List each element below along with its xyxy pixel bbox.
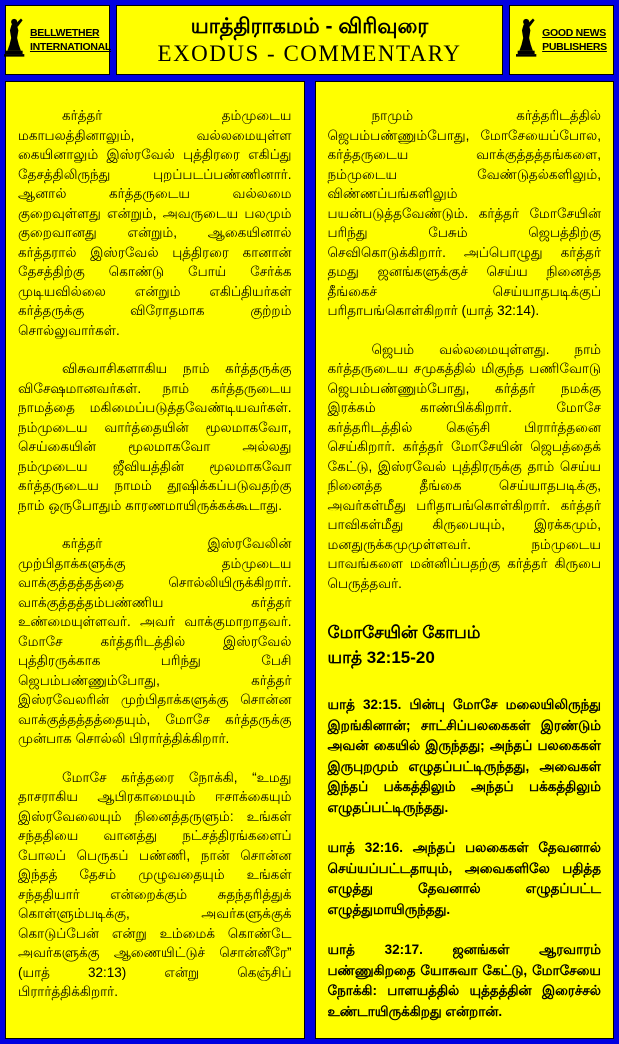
title-box — [116, 5, 503, 75]
goodnews-publishers-logo — [509, 5, 614, 75]
page-title-tamil: யாத்திராகமம் - விரிவுரை — [190, 14, 429, 38]
goodnews-logo-text — [542, 26, 607, 54]
commentary-body — [5, 81, 614, 1039]
section-heading — [328, 620, 602, 670]
statue-figure-icon — [516, 16, 538, 65]
left-text-column — [5, 81, 305, 1039]
paragraph: ஜெபம் வல்லமையுள்ளது. நாம் கர்த்தருடைய சமுகத்தில் மிகுந்த பணிவோடு ஜெபம்பண்ணும்போது, கர்த்தர் நமக்கு இரக்கம் காண்பிக்கிறார். மோசே கர்த்தரிடத்தில் கெஞ்சி பிரார்த்தனை செய்கிறார். கர்த்தர் மோசேயின் ஜெபத்தைக் கேட்டு, இஸ்ரவேல் புத்திரருக்கு தாம் செய்ய நினைத்த தீங்கை செய்யாதபடிக்கு, அவர்கள்மீது பரிதாபங்கொள்கிறார். கர்த்தர் பாவிகள்மீது கிருபையும், இரக்கமும், மனதுருக்கமுமுள்ளவர். நம்முடைய பாவங்களை மன்னிப்பதற்கு கர்த்தர் கிருபை பெருத்தவர். — [327, 341, 601, 591]
page-title-english: EXODUS - COMMENTARY — [157, 40, 462, 66]
paragraph: கர்த்தர் இஸ்ரவேலின் முற்பிதாக்களுக்கு தம்முடைய வாக்குத்தத்தத்தை சொல்லியிருக்கிறார். வாக்குத்தத்தம்பண்ணிய கர்த்தர் உண்மையுள்ளவர். அவர் வாக்குமாறாதவர். மோசே கர்த்தரிடத்தில் இஸ்ரவேல் புத்திரருக்காக பரிந்து பேசி ஜெபம்பண்ணும்போது, கர்த்தர் இஸ்ரவேலரின் முற்பிதாக்களுக்கு சொன்ன வாக்குத்தத்தத்தையும், மோசே கர்த்தருக்கு முன்பாக சொல்லி பிரார்த்திக்கிறார். — [18, 536, 292, 746]
verse-paragraph: யாத் 32:16. அந்தப் பலகைகள் தேவனால் செய்யப்பட்டதாயும், அவைகளிலே பதித்த எழுத்து தேவனால் எழுதப்பட்ட எழுத்துமாயிருந்தது. — [327, 840, 601, 917]
section-heading-reference: யாத் 32:15-20 — [327, 648, 435, 667]
page-header — [5, 5, 614, 75]
logo-line-2: INTERNATIONAL — [29, 41, 112, 53]
logo-line-1: BELLWETHER — [29, 27, 100, 39]
paragraph: நாமும் கர்த்தரிடத்தில் ஜெபம்பண்ணும்போது, மோசேயைப்போல, கர்த்தருடைய வாக்குத்தத்தங்களை, நம்முடைய வேண்டுதல்களிலும், விண்ணப்பங்களிலும் பயன்படுத்தவேண்டும். கர்த்தர் மோசேயின் பரிந்து பேசும் ஜெபத்திற்கு செவிகொடுக்கிறார். அப்பொழுது கர்த்தர் தமது ஜனங்களுக்குச் செய்ய நினைத்த தீங்கைச் செய்யாதபடிக்குப் பரிதாபங்கொள்கிறார் (யாத் 32:14). — [327, 108, 601, 318]
verse-paragraph: யாத் 32:15. பின்பு மோசே மலையிலிருந்து இறங்கினான்; சாட்சிப்பலகைகள் இரண்டும் அவன் கையில் இருந்தது; அந்தப் பலகைகள் இருபுறமும் எழுதப்பட்டிருந்தது, அவைகள் இந்தப் பக்கத்திலும் அந்தப் பக்கத்திலும் எழுதப்பட்டிருந்தது. — [327, 697, 601, 815]
bellwether-logo-text — [30, 26, 111, 54]
paragraph: கர்த்தர் தம்முடைய மகாபலத்தினாலும், வல்லமையுள்ள கையினாலும் இஸ்ரவேல் புத்திரரை எகிப்து தேசத்திலிருந்து புறப்படப்பண்ணினார். ஆனால் கர்த்தருடைய வல்லமை குறைவுள்ளது என்றும், அவருடைய பலமும் குறைவானது என்றும், ஆகையினால் கர்த்தரால் இஸ்ரவேல் புத்திரரை கானான் தேசத்திற்கு கொண்டு போய் சேர்க்க முடியவில்லை என்றும் எகிப்தியர்கள் கர்த்தருக்கு விரோதமாக குற்றம் சொல்லுவார்கள். — [18, 108, 292, 338]
paragraph: மோசே கர்த்தரை நோக்கி, “உமது தாசராகிய ஆபிரகாமையும் ஈசாக்கையும் இஸ்ரவேலையும் நினைத்தருளும்: உங்கள் சந்ததியை வானத்து நட்சத்திரங்களைப் போலப் பெருகப் பண்ணி, நான் சொன்ன இந்தத் தேசம் முழுவதையும் உங்கள் சந்ததியார் என்றைக்கும் சுதந்தரித்துக் கொள்ளும்படிக்கு, அவர்களுக்குக் கொடுப்பேன் என்று உம்மைக் கொண்டே அவர்களுக்கு ஆணையிட்டுச் சொன்னீரே” (யாத் 32:13) என்று கெஞ்சிப் பிரார்த்திக்கிறார். — [18, 769, 292, 999]
logo-line-2: PUBLISHERS — [542, 41, 607, 53]
bellwether-logo — [5, 5, 110, 75]
statue-figure-icon — [4, 16, 26, 65]
logo-line-1: GOOD NEWS — [542, 27, 606, 39]
section-heading-title: மோசேயின் கோபம் — [327, 623, 481, 642]
verse-paragraph: யாத் 32:17. ஜனங்கள் ஆரவாரம் பண்ணுகிறதை யோசுவா கேட்டு, மோசேயை நோக்கி: பாளயத்தில் யுத்தத்தின் இரைச்சல் உண்டாயிருக்கிறது என்றான். — [327, 942, 601, 1019]
right-text-column — [315, 81, 615, 1039]
paragraph: விசுவாசிகளாகிய நாம் கர்த்தருக்கு விசேஷமானவர்கள். நாம் கர்த்தருடைய நாமத்தை மகிமைப்படுத்தவேண்டியவர்கள். நம்முடைய வார்த்தையின் மூலமாகவோ, செய்கையின் மூலமாகவோ அல்லது நம்முடைய ஜீவியத்தின் மூலமாகவோ கர்த்தருடைய நாமம் தூஷிக்கப்படுவதற்கு நாம் ஒருபோதும் காரணமாயிருக்கக்கூடாது. — [18, 361, 292, 513]
